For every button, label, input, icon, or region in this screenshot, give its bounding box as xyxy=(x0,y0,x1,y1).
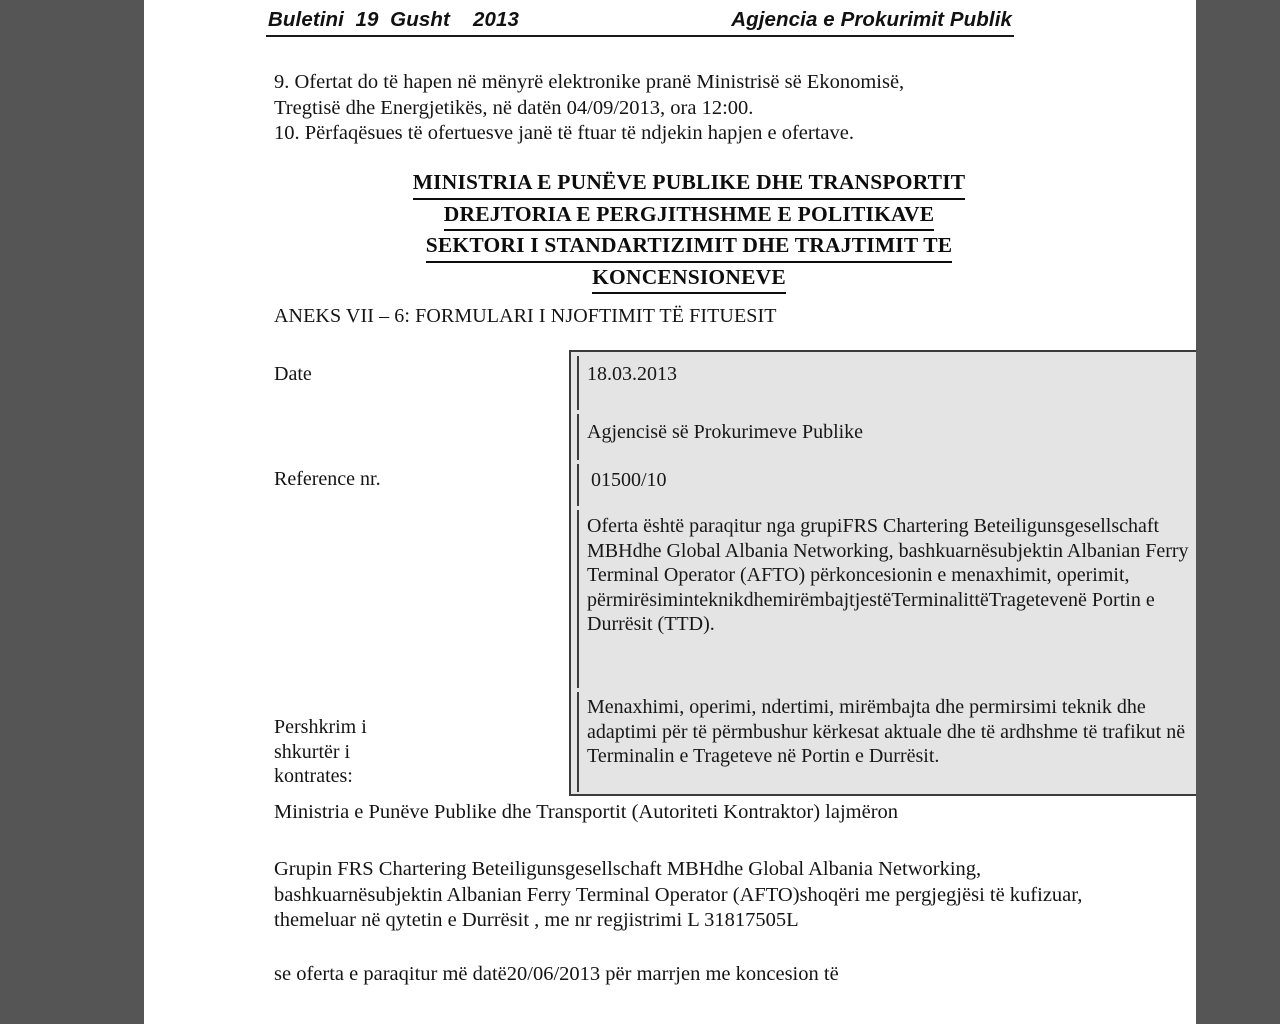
form-label-column xyxy=(274,350,424,796)
winner-notice-form xyxy=(274,350,1196,796)
annex-heading: ANEKS VII – 6: FORMULARI I NJOFTIMIT TË FITUESIT xyxy=(274,305,777,327)
intro-item-9-line-2: Tregtisë dhe Energjetikës, në datën 04/09/2013, ora 12:00. xyxy=(274,96,754,119)
row-divider-segment xyxy=(577,414,579,460)
intro-item-9-line-1: 9. Ofertat do të hapen në mënyrë elektronike pranë Ministrisë së Ekonomisë, xyxy=(274,71,905,93)
ministry-title-line-2: DREJTORIA E PERGJITHSHME E POLITIKAVE xyxy=(274,200,1104,232)
form-value-description: Menaxhimi, operimi, ndertimi, mirëmbajta dhe permirsimi teknik dhe adaptimi për të përmbushur kërkesat aktuale dhe të ardhshme të trafikut në Terminalin e Trageteve në Portin e Durrësit. xyxy=(587,696,1186,767)
ministry-title-line-4: KONCENSIONEVE xyxy=(274,263,1104,295)
row-divider-segment xyxy=(577,464,579,506)
form-value-offer-text: Oferta është paraqitur nga grupiFRS Chartering Beteiligunsgesellschaft MBHdhe Global Albania Networking, bashkuarnësubjektin Albanian Ferry Terminal Operator (AFTO) përkoncesionin e menaxhimit, operimit, përmirësiminteknikdhemirëmbajtjestëTerminalittëTragetevenë Portin e Durrësit (TTD). xyxy=(587,515,1189,635)
form-value-box xyxy=(569,350,1196,796)
closing-offer-date-paragraph: se oferta e paraqitur më datë20/06/2013 për marrjen me koncesion të xyxy=(274,963,839,985)
document-page xyxy=(144,0,1196,1024)
form-label-date: Date xyxy=(274,363,312,385)
form-value-date: 18.03.2013 xyxy=(587,363,677,385)
form-value-addressee: Agjencisë së Prokurimeve Publike xyxy=(587,421,864,443)
form-label-description: Pershkrim i shkurtër i kontrates: xyxy=(274,716,367,787)
agency-name-label: Agjencia e Prokurimit Publik xyxy=(731,8,1012,31)
bulletin-issue-label: Buletini 19 Gusht 2013 xyxy=(268,8,520,31)
closing-ministry-line: Ministria e Punëve Publike dhe Transportit (Autoriteti Kontraktor) lajmëron xyxy=(274,801,899,823)
ministry-title-line-1: MINISTRIA E PUNËVE PUBLIKE DHE TRANSPORTIT xyxy=(274,168,1104,200)
document-running-header xyxy=(266,8,1014,37)
row-divider-segment xyxy=(577,510,579,688)
closing-ministry-line-block xyxy=(274,800,1104,826)
form-value-reference: 01500/10 xyxy=(591,469,667,491)
closing-grupin-paragraph: Grupin FRS Chartering Beteiligunsgesellschaft MBHdhe Global Albania Networking, bashkuarnësubjektin Albanian Ferry Terminal Operator (AFTO)shoqëri me pergjegjësi të kufizuar, themeluar në qytetin e Durrësit , me nr regjistrimi L 31817505L xyxy=(274,858,1083,931)
row-divider-segment xyxy=(577,356,579,410)
ministry-title-line-3: SEKTORI I STANDARTIZIMIT DHE TRAJTIMIT TE xyxy=(274,231,1104,263)
intro-item-10: 10. Përfaqësues të ofertuesve janë të ftuar të ndjekin hapjen e ofertave. xyxy=(274,122,855,144)
row-divider-segment xyxy=(577,692,579,792)
form-label-reference: Reference nr. xyxy=(274,468,381,490)
ministry-title-block xyxy=(274,168,1104,294)
intro-paragraphs xyxy=(274,70,1104,147)
